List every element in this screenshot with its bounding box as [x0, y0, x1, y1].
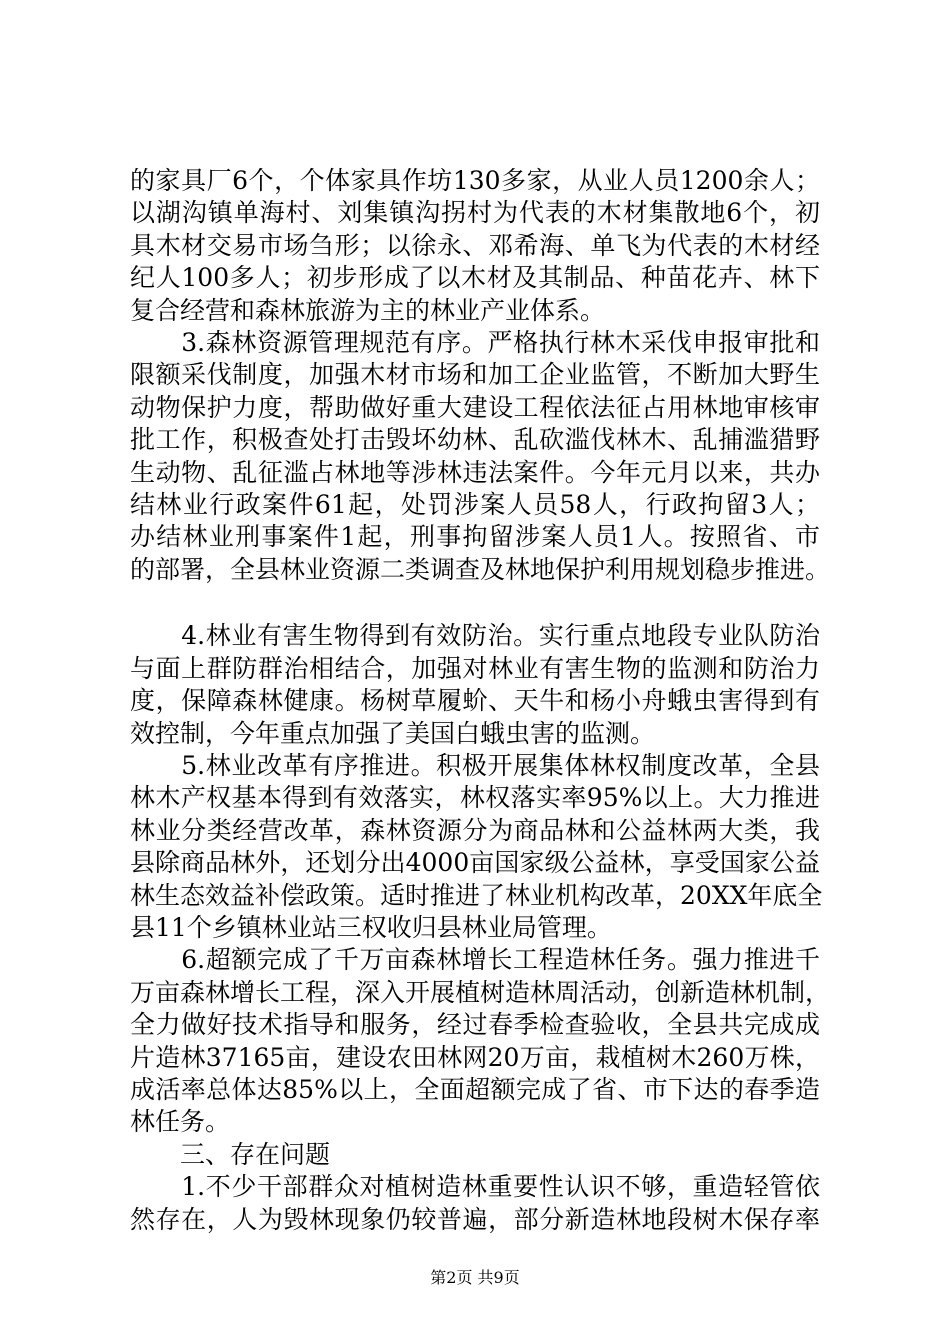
- text-line: 的家具厂6个，个体家具作坊130多家，从业人员1200余人；: [130, 166, 820, 195]
- text-line: 以湖沟镇单海村、刘集镇沟拐村为代表的木材集散地6个，初: [130, 198, 820, 228]
- text-line: 具木材交易市场刍形；以徐永、邓希海、单飞为代表的木材经: [130, 230, 820, 260]
- text-line: 度，保障森林健康。杨树草履蚧、天牛和杨小舟蛾虫害得到有: [130, 686, 820, 716]
- section-heading: 三、存在问题: [130, 1139, 331, 1169]
- text-line: 限额采伐制度，加强木材市场和加工企业监管，不断加大野生: [130, 360, 820, 390]
- text-line: 5.林业改革有序推进。积极开展集体林权制度改革，全县: [130, 750, 820, 780]
- text-line: 纪人100多人；初步形成了以木材及其制品、种苗花卉、林下: [130, 263, 820, 293]
- text-line: 林业分类经营改革，森林资源分为商品林和公益林两大类，我: [130, 815, 820, 845]
- text-line: 全力做好技术指导和服务，经过春季检查验收，全县共完成成: [130, 1010, 820, 1040]
- text-line: 县除商品林外，还划分出4000亩国家级公益林，享受国家公益: [130, 848, 820, 878]
- paragraph-gap: [130, 586, 820, 620]
- text-line: 县11个乡镇林业站三权收归县林业局管理。: [130, 912, 612, 942]
- text-line: 6.超额完成了千万亩森林增长工程造林任务。强力推进千: [130, 945, 820, 975]
- text-line: 1.不少干部群众对植树造林重要性认识不够，重造轻管依: [130, 1172, 820, 1202]
- text-line: 林木产权基本得到有效落实，林权落实率95%以上。大力推进: [130, 783, 820, 813]
- text-line: 动物保护力度，帮助做好重大建设工程依法征占用林地审核审: [130, 392, 820, 422]
- document-body: [130, 165, 831, 1236]
- text-line: 效控制，今年重点加强了美国白蛾虫害的监测。: [130, 718, 656, 748]
- text-line: 3.森林资源管理规范有序。严格执行林木采伐申报审批和: [130, 328, 820, 358]
- text-line: 万亩森林增长工程，深入开展植树造林周活动，创新造林机制，: [130, 977, 831, 1007]
- text-line: 林任务。: [130, 1107, 231, 1137]
- text-line: 办结林业刑事案件1起，刑事拘留涉案人员1人。按照省、市: [130, 522, 820, 552]
- text-line: 结林业行政案件61起，处罚涉案人员58人，行政拘留3人；: [130, 490, 820, 520]
- text-line: 4.林业有害生物得到有效防治。实行重点地段专业队防治: [130, 621, 820, 651]
- text-line: 生动物、乱征滥占林地等涉林违法案件。今年元月以来，共办: [130, 457, 820, 487]
- text-line: 林生态效益补偿政策。适时推进了林业机构改革，20XX年底全: [130, 880, 823, 910]
- text-line: 然存在，人为毁林现象仍较普遍，部分新造林地段树木保存率: [130, 1204, 820, 1234]
- text-line: 复合经营和森林旅游为主的林业产业体系。: [130, 295, 606, 325]
- text-line: 的部署，全县林业资源二类调查及林地保护利用规划稳步推进。: [130, 554, 831, 584]
- text-line: 与面上群防群治相结合，加强对林业有害生物的监测和防治力: [130, 653, 820, 683]
- text-line: 片造林37165亩，建设农田林网20万亩，栽植树木260万株，: [130, 1042, 820, 1072]
- page-footer: 第2页 共9页: [430, 1268, 520, 1287]
- text-line: 批工作，积极查处打击毁坏幼林、乱砍滥伐林木、乱捕滥猎野: [130, 425, 820, 455]
- text-line: 成活率总体达85%以上，全面超额完成了省、市下达的春季造: [130, 1074, 820, 1104]
